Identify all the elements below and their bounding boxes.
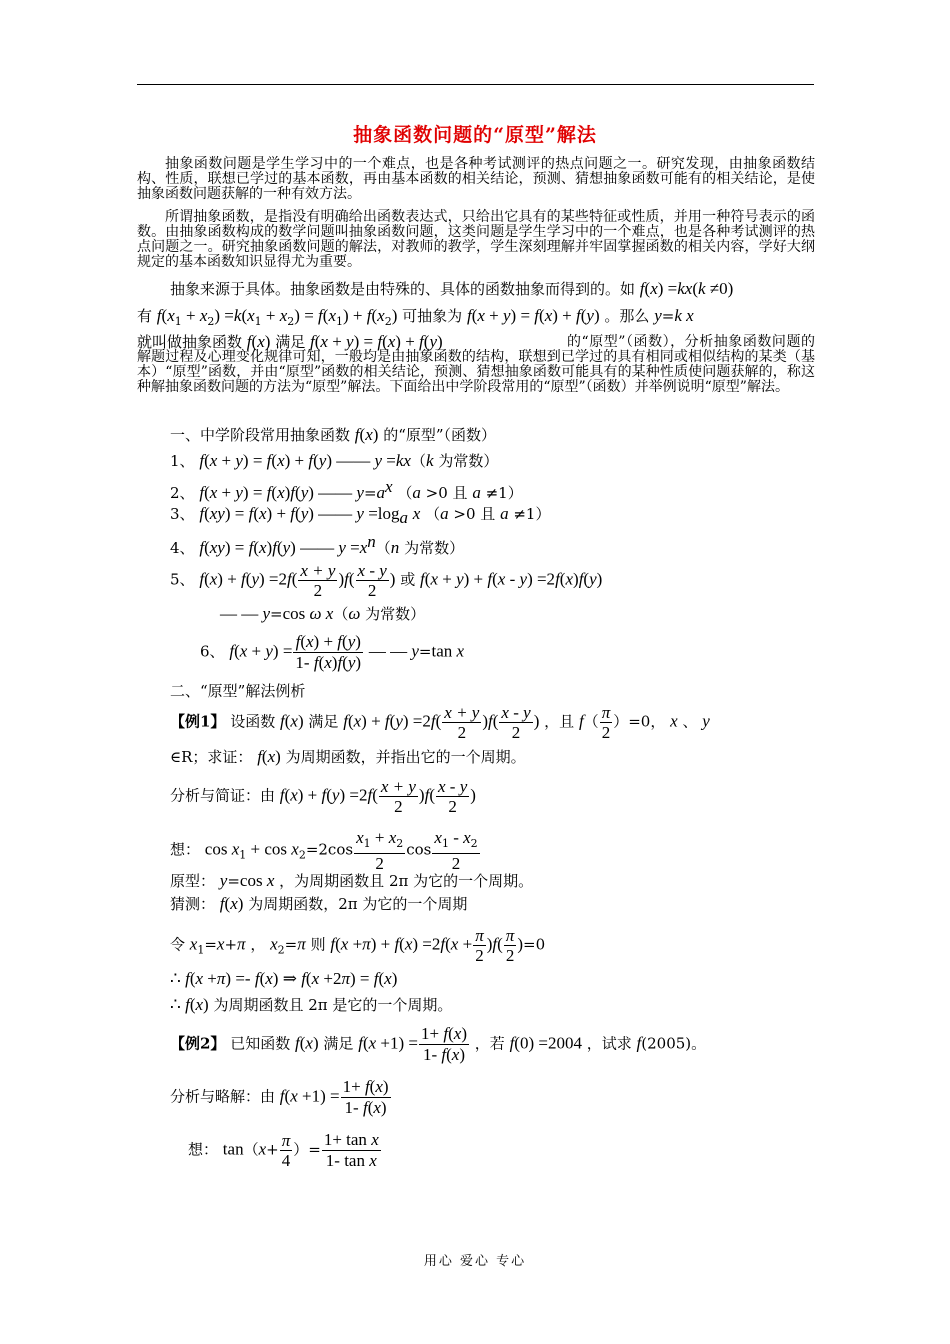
intro-paragraph-3-line1: 抽象来源于具体。抽象函数是由特殊的、具体的函数抽象而得到的。如 f(x) =kx(k ≠0) — [170, 279, 734, 298]
example-1-statement-2: ∈R；求证： f(x) 为周期函数，并指出它的一个周期。 — [170, 747, 526, 766]
intro-paragraph-4-rest: 的“原型”（函数），分析抽象函数问题的解题过程及心理变化规律可知，一般均是由抽象函数的结构，联想到已学过的具有相同或相似结构的某类（基本）“原型”函数，并由“原型”函数的相关结论，预测、猜想抽象函数可能具有的某种性质使问题获解的，称这种解抽象函数问题的方法为“原型”解法。下面给出中学阶段常用的“原型”（函数）并举例说明“原型”解法。 — [137, 334, 815, 395]
section-2-heading: 二、“原型”解法例析 — [170, 682, 306, 700]
example-1-guess: 猜测： f(x) 为周期函数，2π 为它的一个周期 — [170, 894, 468, 913]
document-title: 抽象函数问题的“原型”解法 — [353, 124, 597, 146]
prototype-item-5-result: — — y=cos ω x（ω 为常数） — [220, 604, 426, 623]
example-1-therefore-1: ∴ f(x +π) =- f(x) ⇒ f(x +2π) = f(x) — [170, 969, 398, 988]
example-2-analysis: 分析与略解：由 f(x +1) = $\frac{1+ f(x)}{1- f(x)}$ — [170, 1077, 389, 1117]
prototype-item-6: 6、 f(x + y) = $\frac{f(x) + f(y)}{1- f(x)f(y)}$ — — y=tan x — [200, 632, 465, 672]
intro-paragraph-3-line2: 有 $f(x_1 + x_2) =k(x_1 + x_2) = f(x_1) + f(x_2)$ 可抽象为 f(x + y) = f(x) + f(y) 。那么 y=k x — [137, 306, 694, 328]
intro-paragraph-2: 所谓抽象函数，是指没有明确给出函数表达式，只给出它具有的某些特征或性质，并用一种符号表示的函数。由抽象函数构成的数学问题叫抽象函数问题，这类问题是学生学习中的一个难点，也是各种考试测评的热点问题之一。研究抽象函数问题的解法，对教师的教学，学生深刻理解并牢固掌握函数的相关内容，学好大纲规定的基本函数知识显得尤为重要。 — [137, 209, 815, 270]
prototype-item-5: 5、 f(x) + f(y) =2f( $\frac{x + y}{2}$ )f( $\frac{x - y}{2}$ ) 或 f(x + y) + f(x - y) =2f(x)f(y) — [170, 561, 603, 600]
example-1-think: 想： $\cos x_1 + \cos x_2=2\cos$ $\frac{x_1 + x_2}{2}$ cos $\frac{x_1 - x_2}{2}$ — [170, 828, 478, 873]
example-2-think: 想： tan（x+ $\frac{\pi}{4}$ ）= $\frac{\text{1+ tan x}}{\text{1- tan x}}$ — [188, 1130, 379, 1170]
header-rule — [137, 84, 814, 85]
intro-paragraph-4-line1: 就叫做抽象函数 f(x) 满足 f(x + y) = f(x) + f(y) — [137, 332, 443, 351]
example-1-prototype: 原型： y=cos x ，为周期函数且 2π 为它的一个周期。 — [170, 871, 534, 890]
prototype-item-1: 1、 f(x + y) = f(x) + f(y) —— y =kx（k 为常数） — [170, 451, 499, 470]
page-footer: 用心 爱心 专心 — [423, 1254, 527, 1269]
example-1-analysis: 分析与简证：由 f(x) + f(y) =2f( $\frac{x + y}{2}$ )f( $\frac{x - y}{2}$ ) — [170, 777, 476, 816]
example-1-therefore-2: ∴ f(x) 为周期函数且 2π 是它的一个周期。 — [170, 995, 453, 1014]
prototype-item-2: 2、 f(x + y) = f(x)f(y) —— $y=a^x$ （a >0 且 a ≠1） — [170, 477, 523, 502]
section-1-heading: 一、中学阶段常用抽象函数 f(x) 的“原型”（函数） — [170, 425, 497, 444]
intro-paragraph-1: 抽象函数问题是学生学习中的一个难点，也是各种考试测评的热点问题之一。研究发现，由抽象函数结构、性质，联想已学过的基本函数，再由基本函数的相关结论，预测、猜想抽象函数可能有的相关结论，是使抽象函数问题获解的一种有效方法。 — [137, 156, 815, 202]
example-1-let: 令 $x_1=x+\pi$ ， $x_2=\pi$ 则 f(x +π) + f(x) =2f(x + $\frac{\pi}{2}$ )f( $\frac{\pi}{2}$ )=0 — [170, 926, 546, 965]
example-2-statement: 【例2】 已知函数 f(x) 满足 f(x +1) = $\frac{1+ f(x)}{1- f(x)}$ ，若 f(0) =2004 ，试求 f(2005)。 — [170, 1024, 707, 1064]
prototype-item-4: 4、 f(xy) = f(x)f(y) —— $y =x^n(n$ 为常数） — [170, 532, 465, 557]
prototype-item-3: 3、 f(xy) = f(x) + f(y) —— $y =\log_a$ x （a >0 且 a ≠1） — [170, 504, 551, 527]
example-1-statement: 【例1】 设函数 f(x) 满足 f(x) + f(y) =2f( $\frac{x + y}{2}$ )f( $\frac{x - y}{2}$ ) ，且 f（ $\frac{\pi}{2}$ ）=0， x 、 y — [170, 703, 710, 742]
